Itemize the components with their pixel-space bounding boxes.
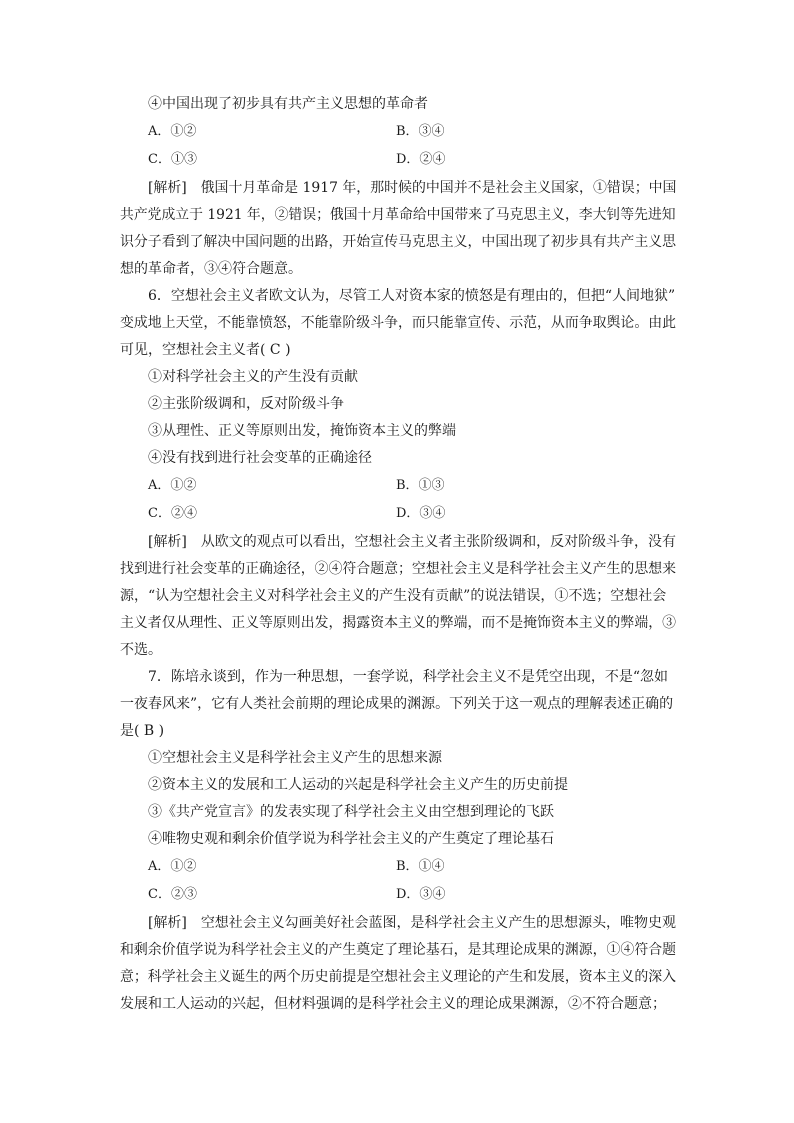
q7-analysis-line-3: 意；科学社会主义诞生的两个历史前提是空想社会主义理论的产生和发展，资本主义的深入: [120, 969, 677, 985]
q7-item-2: ②资本主义的发展和工人运动的兴起是科学社会主义产生的历史前提: [148, 777, 568, 793]
q7-analysis-line-1: [解析] 空想社会主义勾画美好社会蓝图，是科学社会主义产生的思想源头，唯物史观: [148, 915, 676, 931]
q5-option-d: D．②④: [396, 152, 446, 167]
q5-analysis-line-3: 识分子看到了解决中国问题的出路，开始宣传马克思主义，中国出现了初步具有共产主义思: [120, 234, 677, 250]
q6-stem-line-2: 变成地上天堂，不能靠愤怒，不能靠阶级斗争，而只能靠宣传、示范，从而争取舆论。由此: [120, 315, 677, 331]
q5-option-a: A．①②: [148, 124, 197, 139]
q6-option-d: D．③④: [396, 506, 446, 521]
q6-analysis-line-1: [解析] 从欧文的观点可以看出，空想社会主义者主张阶级调和，反对阶级斗争，没有: [148, 534, 676, 550]
q7-analysis-line-4: 发展和工人运动的兴起，但材料强调的是科学社会主义的理论成果渊源，②不符合题意；: [120, 996, 666, 1012]
q5-option-b: B．③④: [396, 124, 445, 139]
q7-option-a: A．①②: [148, 859, 197, 874]
q6-analysis-line-3: 源，“认为空想社会主义对科学社会主义的产生没有贡献”的说法错误，①不选；空想社会: [120, 588, 667, 604]
q6-analysis-line-4: 主义者仅从理性、正义等原则出发，揭露资本主义的弊端，而不是掩饰资本主义的弊端，③: [120, 615, 677, 631]
q5-option-c: C．①③: [148, 152, 197, 167]
q5-analysis-line-2: 共产党成立于 1921 年，②错误；俄国十月革命给中国带来了马克思主义，李大钊等先进知: [120, 207, 676, 223]
q6-item-4: ④没有找到进行社会变革的正确途径: [148, 450, 372, 466]
q7-item-1: ①空想社会主义是科学社会主义产生的思想来源: [148, 750, 442, 766]
q7-option-c: C．②③: [148, 887, 197, 902]
q5-analysis-line-1: [解析] 俄国十月革命是 1917 年，那时候的中国并不是社会主义国家，①错误；中国: [148, 180, 677, 196]
q6-item-1: ①对科学社会主义的产生没有贡献: [148, 369, 358, 385]
q6-analysis-line-5: 不选。: [120, 642, 162, 658]
q7-stem-line-3: 是( B ): [120, 723, 165, 739]
q7-option-d: D．③④: [396, 887, 446, 902]
q6-option-b: B．①③: [396, 478, 445, 493]
q6-item-2: ②主张阶级调和，反对阶级斗争: [148, 396, 344, 412]
q5-analysis-line-4: 想的革命者，③④符合题意。: [120, 261, 302, 277]
q7-option-b: B．①④: [396, 859, 445, 874]
q7-stem-line-1: 7．陈培永谈到，作为一种思想，一套学说，科学社会主义不是凭空出现，不是“忽如: [148, 669, 669, 685]
q7-analysis-line-2: 和剩余价值学说为科学社会主义的产生奠定了理论基石，是其理论成果的渊源，①④符合题: [120, 942, 677, 958]
q6-stem-line-1: 6．空想社会主义者欧文认为，尽管工人对资本家的愤怒是有理由的，但把“人间地狱”: [148, 288, 676, 304]
q6-analysis-line-2: 找到进行社会变革的正确途径，②④符合题意；空想社会主义是科学社会主义产生的思想来: [120, 561, 677, 577]
q7-stem-line-2: 一夜春风来”，它有人类社会前期的理论成果的渊源。下列关于这一观点的理解表述正确的: [120, 696, 674, 712]
q7-item-4: ④唯物史观和剩余价值学说为科学社会主义的产生奠定了理论基石: [148, 831, 554, 847]
q5-item-4: ④中国出现了初步具有共产主义思想的革命者: [148, 96, 428, 112]
q6-item-3: ③从理性、正义等原则出发，掩饰资本主义的弊端: [148, 423, 456, 439]
q6-option-c: C．②④: [148, 506, 197, 521]
q7-item-3: ③《共产党宣言》的发表实现了科学社会主义由空想到理论的飞跃: [148, 804, 554, 820]
q6-option-a: A．①②: [148, 478, 197, 493]
q6-stem-line-3: 可见，空想社会主义者( C ): [120, 342, 291, 358]
